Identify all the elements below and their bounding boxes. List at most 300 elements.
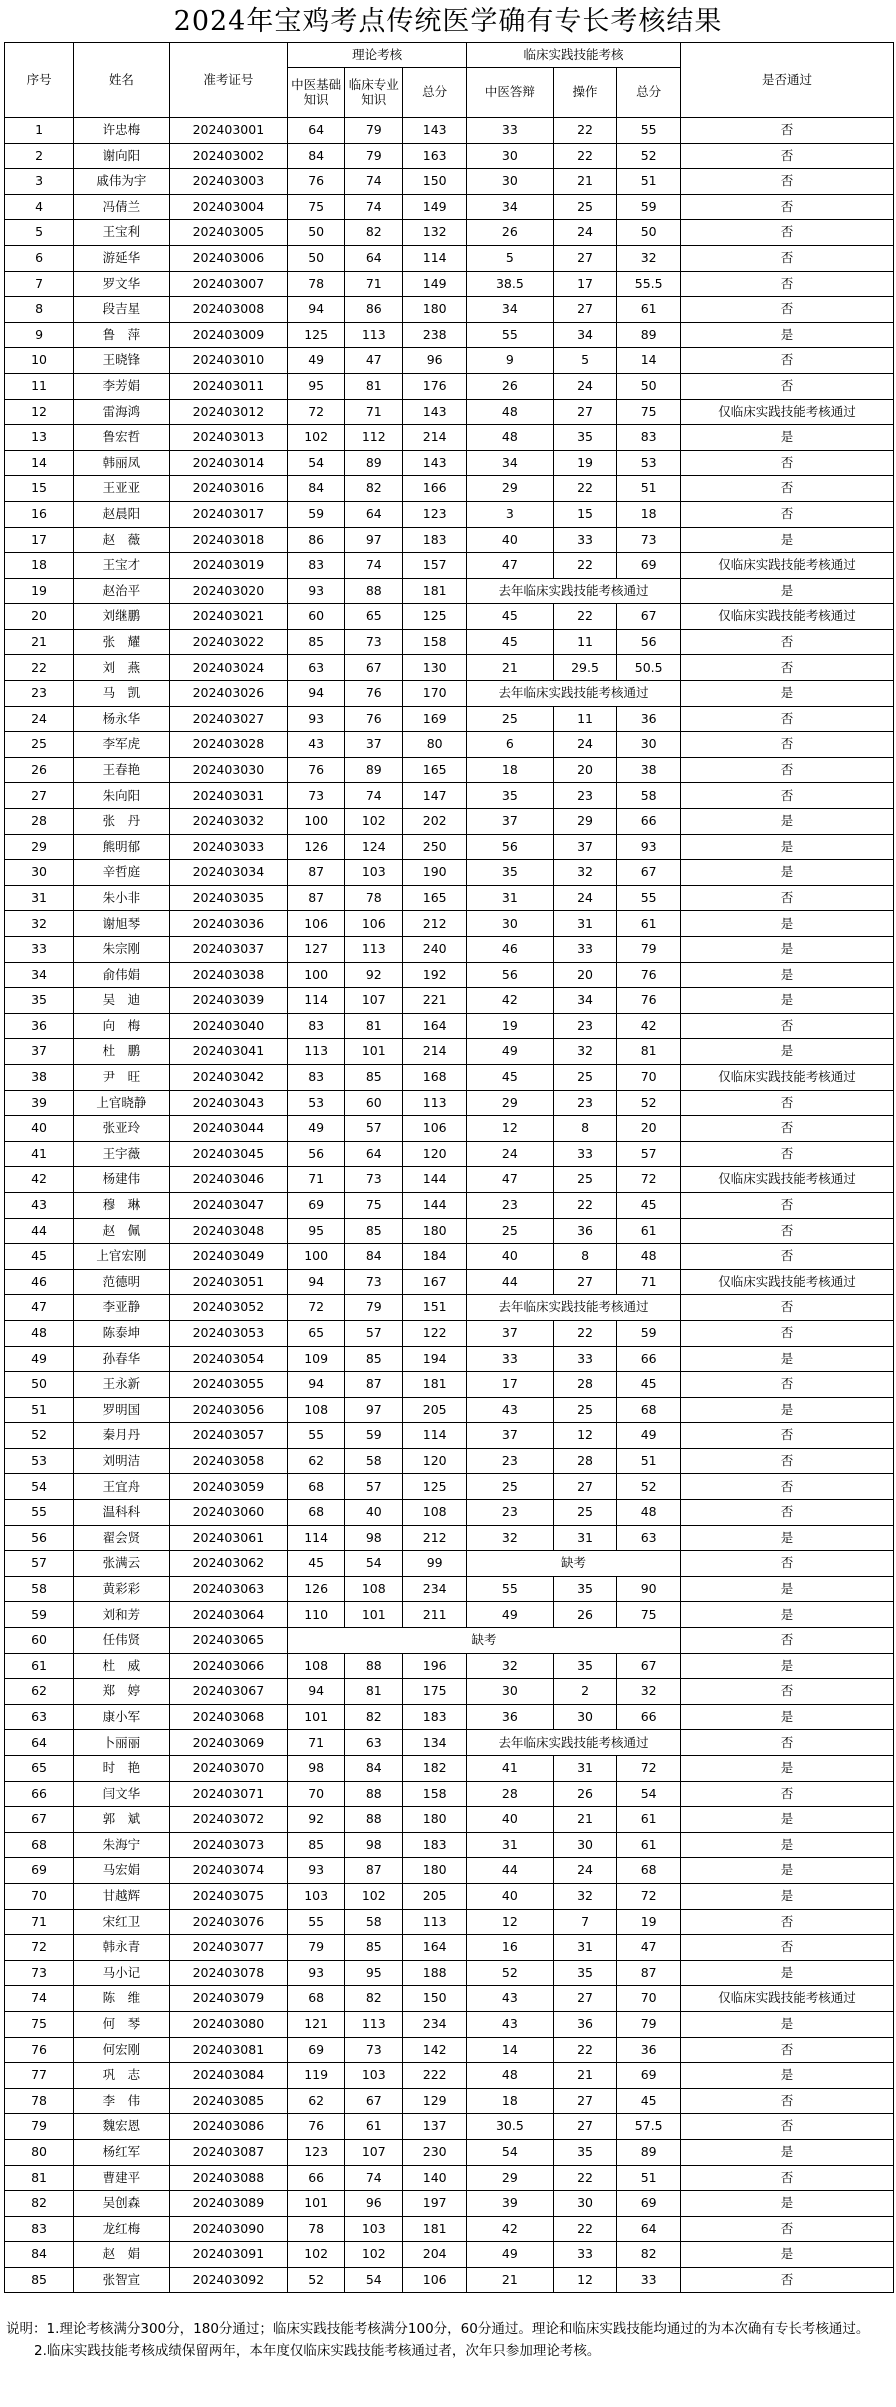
cell-clinical-total: 52 — [617, 1474, 681, 1500]
cell-defense: 48 — [467, 425, 554, 451]
cell-defense: 23 — [467, 1500, 554, 1526]
cell-defense: 38.5 — [467, 271, 554, 297]
cell-theory-clinical: 106 — [345, 911, 403, 937]
cell-theory-total: 114 — [403, 245, 467, 271]
cell-pass: 是 — [681, 1525, 894, 1551]
cell-ticket: 202403090 — [169, 2216, 288, 2242]
cell-ticket: 202403022 — [169, 629, 288, 655]
cell-ticket: 202403070 — [169, 1756, 288, 1782]
cell-theory-total: 194 — [403, 1346, 467, 1372]
cell-theory-clinical: 113 — [345, 2011, 403, 2037]
cell-pass: 是 — [681, 911, 894, 937]
cell-pass: 是 — [681, 1039, 894, 1065]
cell-ticket: 202403072 — [169, 1807, 288, 1833]
cell-operation: 12 — [553, 2267, 617, 2293]
cell-pass: 是 — [681, 1832, 894, 1858]
cell-theory-clinical: 88 — [345, 1781, 403, 1807]
cell-theory-basic: 100 — [288, 962, 345, 988]
cell-theory-basic: 102 — [288, 425, 345, 451]
cell-defense: 24 — [467, 1141, 554, 1167]
cell-seq: 17 — [5, 527, 74, 553]
cell-theory-basic: 76 — [288, 2114, 345, 2140]
cell-seq: 26 — [5, 757, 74, 783]
cell-pass: 否 — [681, 450, 894, 476]
cell-theory-total: 164 — [403, 1013, 467, 1039]
cell-ticket: 202403048 — [169, 1218, 288, 1244]
cell-pass: 否 — [681, 220, 894, 246]
cell-theory-basic: 83 — [288, 553, 345, 579]
cell-clinical-total: 55.5 — [617, 271, 681, 297]
cell-ticket: 202403040 — [169, 1013, 288, 1039]
cell-pass: 否 — [681, 2088, 894, 2114]
cell-ticket: 202403065 — [169, 1628, 288, 1654]
cell-theory-basic: 66 — [288, 2165, 345, 2191]
cell-theory-basic: 50 — [288, 220, 345, 246]
cell-name: 杨红军 — [74, 2139, 169, 2165]
cell-defense: 去年临床实践技能考核通过 — [467, 578, 681, 604]
cell-clinical-total: 61 — [617, 1807, 681, 1833]
cell-theory-clinical: 102 — [345, 1883, 403, 1909]
cell-theory-total: 143 — [403, 118, 467, 144]
cell-clinical-total: 48 — [617, 1500, 681, 1526]
cell-theory-basic: 50 — [288, 245, 345, 271]
cell-name: 段吉星 — [74, 297, 169, 323]
table-row — [5, 962, 894, 988]
cell-clinical-total: 67 — [617, 1653, 681, 1679]
cell-clinical-total: 30 — [617, 732, 681, 758]
cell-seq: 60 — [5, 1628, 74, 1654]
cell-theory-clinical: 107 — [345, 988, 403, 1014]
cell-pass: 否 — [681, 2114, 894, 2140]
cell-defense: 30 — [467, 143, 554, 169]
cell-theory-total: 196 — [403, 1653, 467, 1679]
cell-theory-total: 169 — [403, 706, 467, 732]
cell-theory-total: 181 — [403, 1372, 467, 1398]
cell-theory-clinical: 82 — [345, 1986, 403, 2012]
table-row — [5, 1372, 894, 1398]
cell-operation: 37 — [553, 834, 617, 860]
cell-defense: 21 — [467, 2267, 554, 2293]
cell-pass: 否 — [681, 2216, 894, 2242]
cell-operation: 19 — [553, 450, 617, 476]
cell-operation: 21 — [553, 169, 617, 195]
cell-pass: 否 — [681, 194, 894, 220]
cell-defense: 33 — [467, 118, 554, 144]
table-row — [5, 220, 894, 246]
cell-seq: 64 — [5, 1730, 74, 1756]
cell-defense: 34 — [467, 194, 554, 220]
cell-ticket: 202403088 — [169, 2165, 288, 2191]
cell-ticket: 202403037 — [169, 937, 288, 963]
cell-seq: 62 — [5, 1679, 74, 1705]
table-row — [5, 1218, 894, 1244]
cell-name: 朱宗刚 — [74, 937, 169, 963]
cell-pass: 否 — [681, 348, 894, 374]
cell-defense: 30 — [467, 169, 554, 195]
cell-clinical-total: 36 — [617, 2037, 681, 2063]
cell-seq: 53 — [5, 1448, 74, 1474]
cell-clinical-total: 66 — [617, 1704, 681, 1730]
cell-ticket: 202403066 — [169, 1653, 288, 1679]
cell-name: 张亚玲 — [74, 1116, 169, 1142]
cell-operation: 8 — [553, 1116, 617, 1142]
cell-theory-basic: 52 — [288, 2267, 345, 2293]
cell-theory-clinical: 96 — [345, 2191, 403, 2217]
table-row — [5, 2267, 894, 2293]
cell-name: 任伟贤 — [74, 1628, 169, 1654]
cell-defense: 36 — [467, 1704, 554, 1730]
table-row — [5, 681, 894, 707]
cell-seq: 20 — [5, 604, 74, 630]
cell-seq: 57 — [5, 1551, 74, 1577]
cell-theory-total: 166 — [403, 476, 467, 502]
cell-ticket: 202403016 — [169, 476, 288, 502]
cell-theory-clinical: 60 — [345, 1090, 403, 1116]
cell-operation: 22 — [553, 118, 617, 144]
cell-name: 赵晨阳 — [74, 501, 169, 527]
cell-clinical-total: 19 — [617, 1909, 681, 1935]
cell-theory-total: 180 — [403, 1858, 467, 1884]
cell-ticket: 202403049 — [169, 1244, 288, 1270]
cell-theory-clinical: 92 — [345, 962, 403, 988]
cell-ticket: 202403041 — [169, 1039, 288, 1065]
cell-operation: 24 — [553, 373, 617, 399]
cell-defense: 17 — [467, 1372, 554, 1398]
cell-seq: 40 — [5, 1116, 74, 1142]
cell-theory-total: 184 — [403, 1244, 467, 1270]
cell-clinical-total: 69 — [617, 2191, 681, 2217]
cell-seq: 19 — [5, 578, 74, 604]
cell-pass: 否 — [681, 1628, 894, 1654]
cell-defense: 25 — [467, 1474, 554, 1500]
cell-pass: 是 — [681, 962, 894, 988]
cell-pass: 仅临床实践技能考核通过 — [681, 399, 894, 425]
cell-pass: 否 — [681, 2037, 894, 2063]
cell-defense: 6 — [467, 732, 554, 758]
cell-theory-basic: 113 — [288, 1039, 345, 1065]
cell-seq: 73 — [5, 1960, 74, 1986]
cell-pass: 是 — [681, 1576, 894, 1602]
cell-pass: 是 — [681, 322, 894, 348]
cell-ticket: 202403011 — [169, 373, 288, 399]
cell-theory-basic: 69 — [288, 2037, 345, 2063]
cell-operation: 25 — [553, 1064, 617, 1090]
cell-ticket: 202403091 — [169, 2242, 288, 2268]
table-row — [5, 860, 894, 886]
cell-theory-clinical: 57 — [345, 1320, 403, 1346]
cell-pass: 否 — [681, 501, 894, 527]
cell-theory-total: 204 — [403, 2242, 467, 2268]
cell-pass: 否 — [681, 1474, 894, 1500]
cell-seq: 15 — [5, 476, 74, 502]
cell-defense: 43 — [467, 2011, 554, 2037]
cell-pass: 否 — [681, 1448, 894, 1474]
table-row — [5, 1448, 894, 1474]
table-row — [5, 1474, 894, 1500]
cell-clinical-total: 58 — [617, 783, 681, 809]
cell-theory-clinical: 89 — [345, 450, 403, 476]
cell-theory-clinical: 73 — [345, 629, 403, 655]
cell-theory-basic: 76 — [288, 169, 345, 195]
cell-name: 王春艳 — [74, 757, 169, 783]
cell-clinical-total: 68 — [617, 1858, 681, 1884]
cell-name: 翟会贤 — [74, 1525, 169, 1551]
cell-operation: 28 — [553, 1448, 617, 1474]
cell-operation: 30 — [553, 2191, 617, 2217]
cell-theory-basic: 75 — [288, 194, 345, 220]
cell-theory-total: 212 — [403, 1525, 467, 1551]
table-row — [5, 297, 894, 323]
table-row — [5, 911, 894, 937]
cell-ticket: 202403003 — [169, 169, 288, 195]
cell-theory-total: 125 — [403, 1474, 467, 1500]
cell-seq: 46 — [5, 1269, 74, 1295]
cell-theory-clinical: 84 — [345, 1244, 403, 1270]
cell-theory-basic: 94 — [288, 1269, 345, 1295]
cell-operation: 31 — [553, 1525, 617, 1551]
cell-defense: 25 — [467, 706, 554, 732]
cell-name: 刘继鹏 — [74, 604, 169, 630]
cell-clinical-total: 89 — [617, 322, 681, 348]
cell-theory-total: 149 — [403, 194, 467, 220]
cell-seq: 75 — [5, 2011, 74, 2037]
cell-name: 吴 迪 — [74, 988, 169, 1014]
cell-theory-basic: 121 — [288, 2011, 345, 2037]
cell-name: 鲁 萍 — [74, 322, 169, 348]
cell-clinical-total: 67 — [617, 860, 681, 886]
table-row — [5, 1909, 894, 1935]
cell-theory-total: 113 — [403, 1909, 467, 1935]
cell-defense: 43 — [467, 1986, 554, 2012]
cell-theory-basic: 68 — [288, 1500, 345, 1526]
table-row — [5, 1244, 894, 1270]
cell-theory-clinical: 88 — [345, 1807, 403, 1833]
cell-theory-clinical: 103 — [345, 860, 403, 886]
cell-theory-total: 150 — [403, 169, 467, 195]
cell-seq: 49 — [5, 1346, 74, 1372]
cell-ticket: 202403087 — [169, 2139, 288, 2165]
cell-defense: 44 — [467, 1858, 554, 1884]
cell-name: 游延华 — [74, 245, 169, 271]
table-row — [5, 1269, 894, 1295]
table-row — [5, 1653, 894, 1679]
cell-theory-total: 205 — [403, 1883, 467, 1909]
cell-theory-total: 238 — [403, 322, 467, 348]
cell-theory-basic: 98 — [288, 1756, 345, 1782]
notes — [6, 2318, 890, 2362]
cell-seq: 18 — [5, 553, 74, 579]
header-theory-basic: 中医基础知识 — [288, 68, 345, 118]
cell-theory-basic: 79 — [288, 1935, 345, 1961]
table-row — [5, 553, 894, 579]
cell-defense: 40 — [467, 1883, 554, 1909]
cell-theory-basic: 78 — [288, 2216, 345, 2242]
cell-pass: 否 — [681, 1141, 894, 1167]
table-row — [5, 169, 894, 195]
cell-operation: 29.5 — [553, 655, 617, 681]
cell-theory-clinical: 84 — [345, 1756, 403, 1782]
cell-theory-basic: 101 — [288, 2191, 345, 2217]
cell-seq: 7 — [5, 271, 74, 297]
cell-name: 王宝才 — [74, 553, 169, 579]
cell-theory-total: 123 — [403, 501, 467, 527]
cell-ticket: 202403080 — [169, 2011, 288, 2037]
cell-theory-clinical: 73 — [345, 1269, 403, 1295]
cell-operation: 25 — [553, 1500, 617, 1526]
cell-pass: 否 — [681, 1500, 894, 1526]
cell-clinical-total: 59 — [617, 1320, 681, 1346]
cell-pass: 是 — [681, 937, 894, 963]
cell-theory-basic: 78 — [288, 271, 345, 297]
cell-name: 罗文华 — [74, 271, 169, 297]
cell-defense: 46 — [467, 937, 554, 963]
cell-operation: 30 — [553, 1704, 617, 1730]
cell-theory-total: 120 — [403, 1141, 467, 1167]
cell-pass: 否 — [681, 1244, 894, 1270]
cell-ticket: 202403061 — [169, 1525, 288, 1551]
table-row — [5, 245, 894, 271]
cell-pass: 是 — [681, 1883, 894, 1909]
cell-name: 马小记 — [74, 1960, 169, 1986]
cell-clinical-total: 64 — [617, 2216, 681, 2242]
cell-pass: 是 — [681, 1960, 894, 1986]
table-row — [5, 1397, 894, 1423]
cell-seq: 10 — [5, 348, 74, 374]
cell-clinical-total: 75 — [617, 399, 681, 425]
table-row — [5, 604, 894, 630]
cell-name: 谢旭琴 — [74, 911, 169, 937]
cell-seq: 54 — [5, 1474, 74, 1500]
cell-operation: 27 — [553, 2114, 617, 2140]
table-row — [5, 1679, 894, 1705]
cell-pass: 否 — [681, 783, 894, 809]
cell-operation: 27 — [553, 1474, 617, 1500]
cell-theory-clinical: 85 — [345, 1218, 403, 1244]
cell-name: 杜 鹏 — [74, 1039, 169, 1065]
cell-name: 刘 燕 — [74, 655, 169, 681]
header-clinical-group: 临床实践技能考核 — [467, 43, 681, 68]
cell-theory-basic: 68 — [288, 1474, 345, 1500]
cell-name: 赵治平 — [74, 578, 169, 604]
cell-defense: 21 — [467, 655, 554, 681]
table-row — [5, 1960, 894, 1986]
table-row — [5, 1756, 894, 1782]
cell-operation: 33 — [553, 1346, 617, 1372]
cell-pass: 否 — [681, 1372, 894, 1398]
cell-clinical-total: 50 — [617, 373, 681, 399]
cell-seq: 84 — [5, 2242, 74, 2268]
cell-theory-basic: 123 — [288, 2139, 345, 2165]
table-row — [5, 348, 894, 374]
cell-theory-total: 147 — [403, 783, 467, 809]
cell-theory-clinical: 107 — [345, 2139, 403, 2165]
cell-operation: 8 — [553, 1244, 617, 1270]
cell-theory-clinical: 75 — [345, 1192, 403, 1218]
cell-theory-basic: 93 — [288, 1858, 345, 1884]
cell-defense: 去年临床实践技能考核通过 — [467, 681, 681, 707]
cell-ticket: 202403026 — [169, 681, 288, 707]
cell-theory-clinical: 79 — [345, 118, 403, 144]
cell-theory-total: 132 — [403, 220, 467, 246]
cell-defense: 37 — [467, 1320, 554, 1346]
cell-theory-basic: 101 — [288, 1704, 345, 1730]
cell-defense: 44 — [467, 1269, 554, 1295]
cell-pass: 否 — [681, 1218, 894, 1244]
cell-name: 韩永青 — [74, 1935, 169, 1961]
cell-operation: 24 — [553, 732, 617, 758]
table-row — [5, 2011, 894, 2037]
cell-name: 朱小非 — [74, 885, 169, 911]
cell-name: 宋红卫 — [74, 1909, 169, 1935]
cell-pass: 是 — [681, 988, 894, 1014]
cell-operation: 11 — [553, 706, 617, 732]
table-row — [5, 322, 894, 348]
cell-defense: 31 — [467, 1832, 554, 1858]
cell-name: 郑 婷 — [74, 1679, 169, 1705]
cell-ticket: 202403076 — [169, 1909, 288, 1935]
cell-seq: 29 — [5, 834, 74, 860]
cell-defense: 34 — [467, 450, 554, 476]
cell-defense: 29 — [467, 2165, 554, 2191]
cell-seq: 67 — [5, 1807, 74, 1833]
cell-name: 曹建平 — [74, 2165, 169, 2191]
cell-pass: 否 — [681, 297, 894, 323]
cell-seq: 34 — [5, 962, 74, 988]
cell-clinical-total: 49 — [617, 1423, 681, 1449]
cell-pass: 仅临床实践技能考核通过 — [681, 1167, 894, 1193]
cell-defense: 37 — [467, 1423, 554, 1449]
cell-name: 陈泰坤 — [74, 1320, 169, 1346]
cell-ticket: 202403063 — [169, 1576, 288, 1602]
cell-name: 时 艳 — [74, 1756, 169, 1782]
cell-ticket: 202403027 — [169, 706, 288, 732]
cell-name: 龙红梅 — [74, 2216, 169, 2242]
cell-theory-total: 202 — [403, 809, 467, 835]
cell-operation: 25 — [553, 1397, 617, 1423]
cell-seq: 36 — [5, 1013, 74, 1039]
cell-operation: 25 — [553, 194, 617, 220]
cell-theory-clinical: 103 — [345, 2063, 403, 2089]
cell-theory-clinical: 63 — [345, 1730, 403, 1756]
cell-theory-basic: 86 — [288, 527, 345, 553]
cell-seq: 79 — [5, 2114, 74, 2140]
cell-theory-basic: 59 — [288, 501, 345, 527]
cell-pass: 是 — [681, 860, 894, 886]
cell-operation: 36 — [553, 1218, 617, 1244]
cell-theory-total: 164 — [403, 1935, 467, 1961]
cell-pass: 否 — [681, 169, 894, 195]
cell-operation: 23 — [553, 783, 617, 809]
cell-theory-total: 120 — [403, 1448, 467, 1474]
cell-defense: 48 — [467, 2063, 554, 2089]
cell-theory-clinical: 81 — [345, 1679, 403, 1705]
cell-clinical-total: 61 — [617, 297, 681, 323]
cell-theory-total: 167 — [403, 1269, 467, 1295]
cell-ticket: 202403046 — [169, 1167, 288, 1193]
cell-theory-basic: 69 — [288, 1192, 345, 1218]
cell-defense: 33 — [467, 1346, 554, 1372]
table-row — [5, 2139, 894, 2165]
cell-name: 张智宣 — [74, 2267, 169, 2293]
cell-theory-total: 180 — [403, 1218, 467, 1244]
cell-ticket: 202403013 — [169, 425, 288, 451]
cell-clinical-total: 55 — [617, 118, 681, 144]
cell-clinical-total: 20 — [617, 1116, 681, 1142]
cell-pass: 是 — [681, 2242, 894, 2268]
table-row — [5, 1628, 894, 1654]
table-row — [5, 732, 894, 758]
cell-ticket: 202403001 — [169, 118, 288, 144]
